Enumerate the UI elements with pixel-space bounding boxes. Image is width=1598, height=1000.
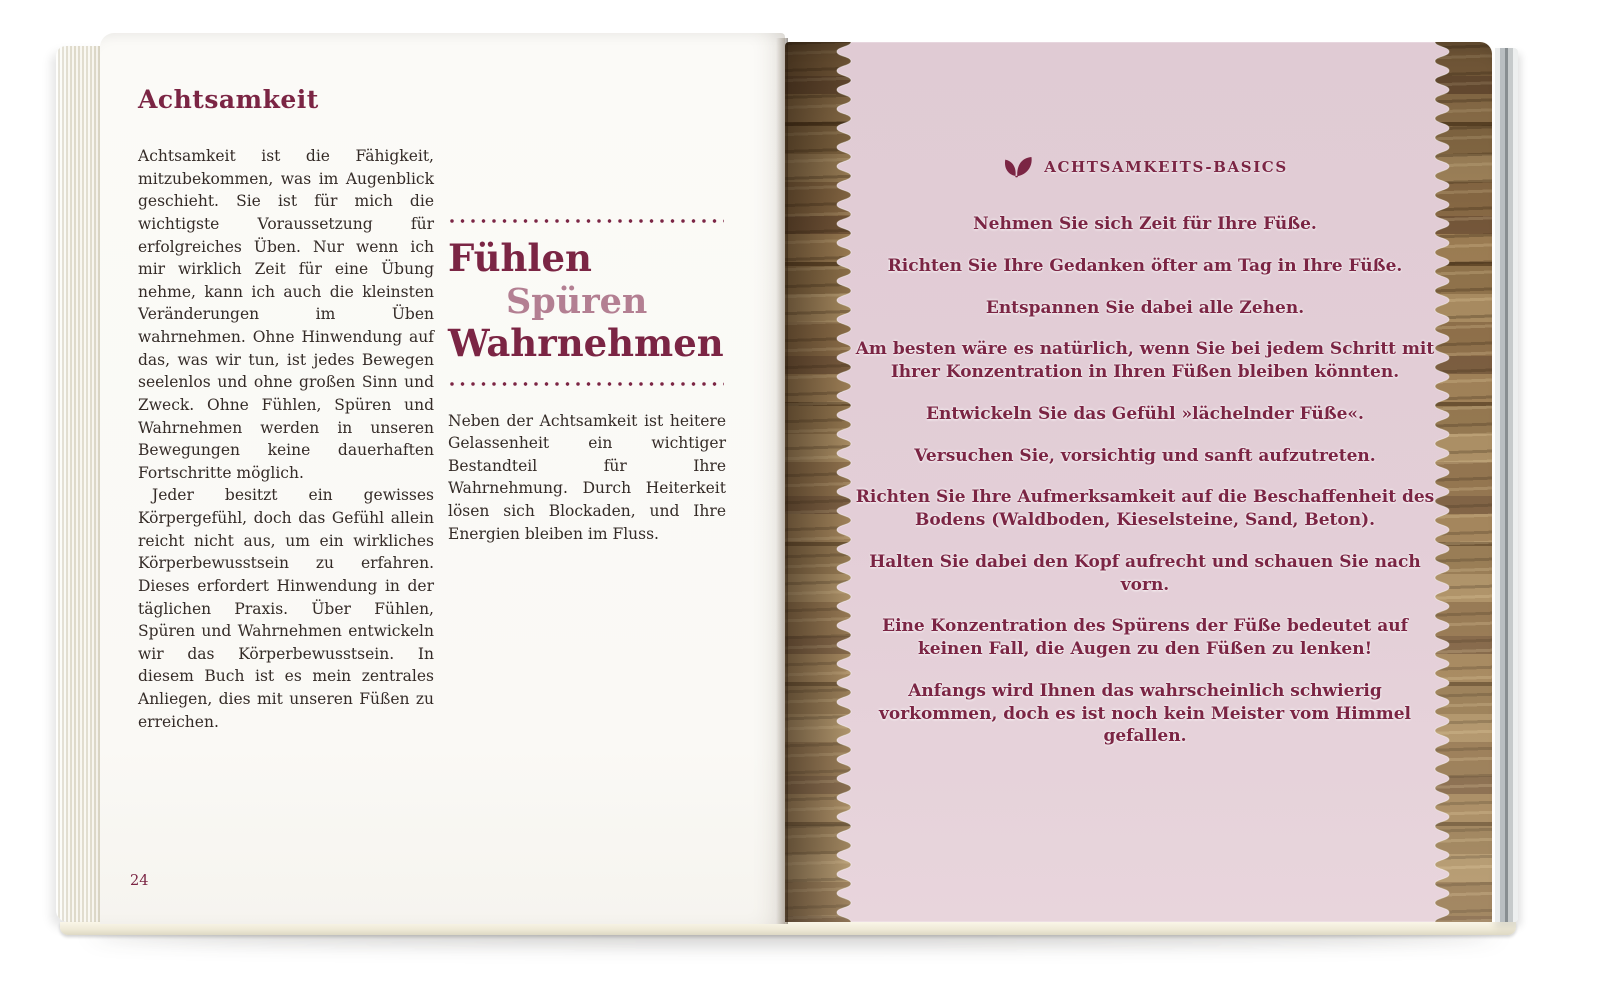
- right-cover-edge: [1492, 48, 1518, 922]
- feature-word-wahrnehmen: Wahrnehmen: [448, 320, 724, 365]
- book-gutter: [776, 38, 788, 924]
- tip-text: Eine Konzentration des Spürens der Füße bedeutet auf keinen Fall, die Augen zu den Füßen zu lenken!: [882, 616, 1408, 660]
- panel-header: [1002, 154, 1288, 179]
- panel-title: ACHTSAMKEITS-BASICS: [1044, 157, 1288, 176]
- leaf-sprig-icon: [1002, 154, 1034, 179]
- feature-column: [448, 219, 732, 545]
- tip-text: Halten Sie dabei den Kopf aufrecht und schauen Sie nach vorn.: [869, 551, 1421, 595]
- tip-text: Richten Sie Ihre Gedanken öfter am Tag in Ihre Füße.: [887, 255, 1403, 276]
- feature-paragraph: Neben der Achtsamkeit ist heitere Gelassenheit ein wichtiger Bestandteil für Ihre Wahrnehmung. Durch Heiterkeit lösen sich Blockaden, und Ihre Energien bleiben im Fluss.: [448, 411, 726, 543]
- body-paragraph: Jeder besitzt ein gewisses Körpergefühl, doch das Gefühl allein reicht nicht aus, um ein wirkliches Körperbewusstsein zu erfahren. Dieses erfordert Hinwendung in der täglichen Praxis. Über Fühlen, Spüren und Wahrnehmen entwickeln wir das Körperbewusstsein. In diesem Buch ist es mein zentrales Anliegen, dies mit unseren Füßen zu erreichen.: [138, 486, 434, 731]
- tip-text: Entspannen Sie dabei alle Zehen.: [985, 297, 1305, 318]
- feature-word-spueren: Spüren: [506, 280, 648, 322]
- tip-text: Nehmen Sie sich Zeit für Ihre Füße.: [973, 214, 1317, 234]
- right-page: [785, 42, 1492, 922]
- tips-list: [853, 213, 1437, 748]
- dotted-divider-bottom: [450, 382, 724, 386]
- tip-text: Entwickeln Sie das Gefühl »lächelnder Füße«.: [926, 403, 1364, 424]
- tip-text: Richten Sie Ihre Aufmerksamkeit auf die Beschaffenheit des Bodens (Waldboden, Kieselsteine, Sand, Beton).: [855, 487, 1435, 531]
- feature-word-fuehlen: Fühlen: [448, 236, 592, 280]
- page-number: 24: [130, 873, 149, 889]
- left-page: [100, 33, 785, 924]
- tip-text: Anfangs wird Ihnen das wahrscheinlich schwierig vorkommen, doch es ist noch kein Meister vom Himmel gefallen.: [879, 680, 1411, 747]
- feature-words: [448, 237, 732, 366]
- body-text-column: [138, 145, 434, 733]
- tip-text: Versuchen Sie, vorsichtig und sanft aufzutreten.: [914, 445, 1376, 466]
- left-page-stack-edge: [56, 46, 102, 922]
- tip-text: Am besten wäre es natürlich, wenn Sie bei jedem Schritt mit Ihrer Konzentration in Ihren Füßen bleiben könnten.: [855, 339, 1435, 383]
- panel-content: [853, 42, 1437, 922]
- dotted-divider-top: [450, 219, 724, 223]
- page-title: Achtsamkeit: [138, 85, 319, 114]
- body-paragraph: Achtsamkeit ist die Fähigkeit, mitzubekommen, was im Augenblick geschieht. Sie ist für mich die wichtigste Voraussetzung für erfolgreiches Üben. Nur wenn ich mir wirklich Zeit für eine Übung nehme, kann ich auch die kleinsten Veränderungen im Üben wahrnehmen. Ohne Hinwendung auf das, was wir tun, ist jedes Bewegen seelenlos und ohne großen Sinn und Zweck. Ohne Fühlen, Spüren und Wahrnehmen werden in unseren Bewegungen keine dauerhaften Fortschritte möglich.: [138, 147, 434, 482]
